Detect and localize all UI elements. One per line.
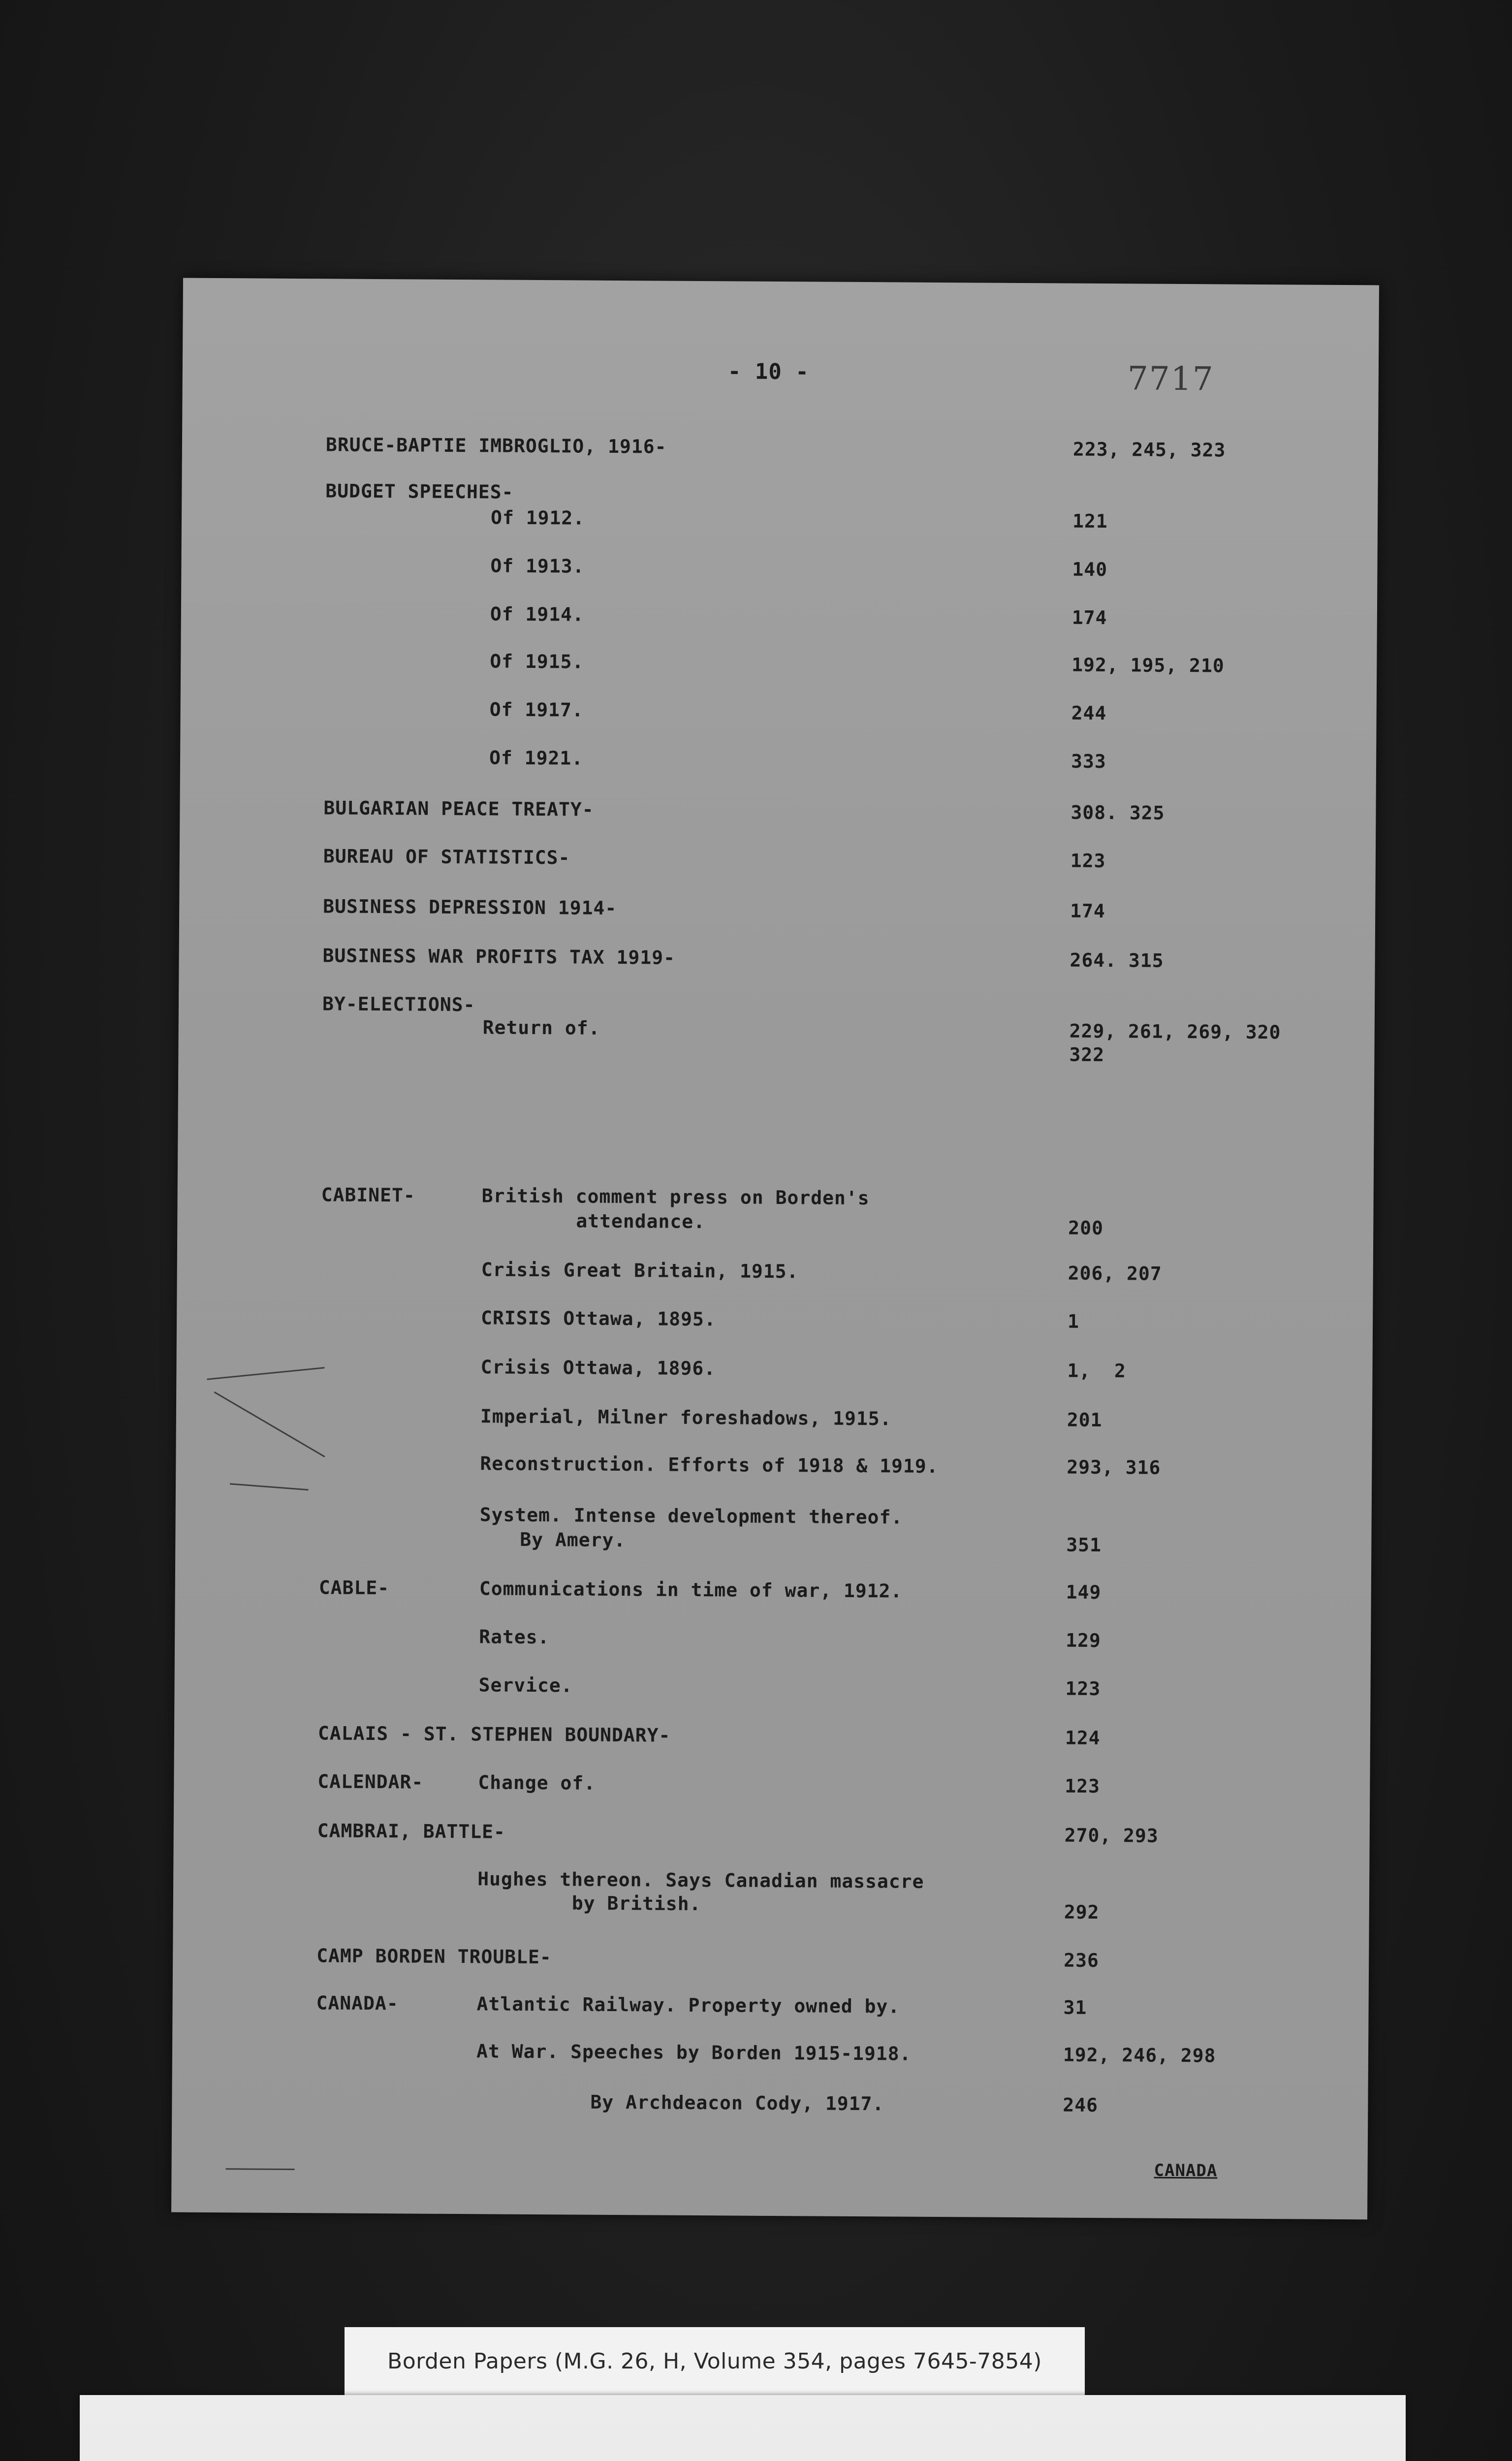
entry-pages: 264. 315 bbox=[1070, 949, 1164, 972]
subentry-pages: 140 bbox=[1072, 558, 1108, 581]
entry-heading: BUSINESS WAR PROFITS TAX 1919- bbox=[322, 945, 676, 969]
subentry-pages: 351 bbox=[1066, 1534, 1102, 1556]
subentry-pages: 192, 246, 298 bbox=[1063, 2044, 1216, 2067]
subentry-pages: 31 bbox=[1063, 1996, 1087, 2019]
reference-label bbox=[345, 2327, 1085, 2395]
entry-pages: 308. 325 bbox=[1071, 801, 1165, 824]
entry-pages: 223, 245, 323 bbox=[1072, 438, 1226, 461]
subentry-pages: 200 bbox=[1068, 1217, 1104, 1239]
entry-heading: CABLE- bbox=[318, 1577, 390, 1599]
subentry-label: Of 1913. bbox=[490, 555, 585, 577]
subentry-pages: 123 bbox=[1065, 1775, 1101, 1798]
stamp-number: 7717 bbox=[1127, 359, 1215, 398]
entry-heading: CALENDAR- bbox=[317, 1770, 424, 1793]
subentry-pages: 201 bbox=[1067, 1409, 1102, 1431]
subentry-pages: 293, 316 bbox=[1067, 1456, 1161, 1479]
subentry-pages: 244 bbox=[1071, 702, 1107, 725]
entry-heading: CALAIS - ST. STEPHEN BOUNDARY- bbox=[317, 1722, 671, 1746]
entry-heading: CAMP BORDEN TROUBLE- bbox=[316, 1945, 552, 1968]
entry-heading: BUSINESS DEPRESSION 1914- bbox=[323, 895, 617, 919]
subentry-label: Imperial, Milner foreshadows, 1915. bbox=[480, 1405, 892, 1430]
subentry-label: Of 1914. bbox=[490, 603, 585, 626]
subentry-label: CRISIS Ottawa, 1895. bbox=[480, 1307, 716, 1330]
subentry-pages: 1, 2 bbox=[1067, 1359, 1127, 1382]
document-sheet bbox=[171, 278, 1379, 2220]
subentry-pages: 292 bbox=[1064, 1901, 1100, 1924]
page-marker: - 10 - bbox=[727, 359, 809, 385]
entry-pages: 236 bbox=[1064, 1949, 1099, 1972]
subentry-label: Of 1917. bbox=[489, 698, 584, 721]
subentry-label: By Archdeacon Cody, 1917. bbox=[590, 2091, 884, 2115]
subentry-label-continued: attendance. bbox=[576, 1210, 706, 1233]
subentry-pages: 149 bbox=[1066, 1581, 1102, 1604]
entry-heading: BY-ELECTIONS- bbox=[322, 993, 475, 1016]
subentry-label: Change of. bbox=[478, 1771, 596, 1794]
subentry-pages: 246 bbox=[1063, 2094, 1099, 2116]
subentry-pages: 333 bbox=[1071, 750, 1106, 773]
subentry-label: Of 1912. bbox=[490, 506, 585, 529]
subentry-label: British comment press on Borden's bbox=[481, 1185, 870, 1209]
subentry-label: Crisis Great Britain, 1915. bbox=[481, 1259, 799, 1283]
subentry-label: System. Intense development thereof. bbox=[479, 1504, 903, 1528]
subentry-label: Crisis Ottawa, 1896. bbox=[480, 1356, 716, 1380]
margin-pencil-mark bbox=[207, 1367, 324, 1380]
subentry-pages-continued: 322 bbox=[1069, 1043, 1105, 1066]
entry-pages: 270, 293 bbox=[1064, 1824, 1159, 1847]
subentry-label: Atlantic Railway. Property owned by. bbox=[476, 1993, 900, 2018]
subentry-pages: 229, 261, 269, 320 bbox=[1069, 1020, 1281, 1043]
subentry-pages: 129 bbox=[1066, 1629, 1101, 1652]
entry-pages: 124 bbox=[1065, 1727, 1101, 1749]
subentry-pages: 1 bbox=[1067, 1310, 1080, 1332]
entry-heading: CAMBRAI, BATTLE- bbox=[317, 1820, 505, 1843]
subentry-pages: 123 bbox=[1065, 1677, 1101, 1700]
archives-card bbox=[80, 2395, 1406, 2461]
margin-pencil-mark bbox=[226, 2168, 295, 2170]
subentry-label: Of 1921. bbox=[489, 747, 584, 769]
entry-heading: BULGARIAN PEACE TREATY- bbox=[323, 797, 594, 820]
subentry-label: Of 1915. bbox=[490, 650, 584, 673]
entry-pages: 174 bbox=[1070, 900, 1105, 922]
entry-pages: 123 bbox=[1070, 850, 1106, 872]
entry-heading: BRUCE-BAPTIE IMBROGLIO, 1916- bbox=[325, 434, 667, 458]
reference-label-text: Borden Papers (M.G. 26, H, Volume 354, pages 7645-7854) bbox=[387, 2348, 1042, 2374]
subentry-pages: 192, 195, 210 bbox=[1071, 654, 1225, 677]
entry-heading: BUDGET SPEECHES- bbox=[325, 480, 514, 503]
subentry-label-continued: By Amery. bbox=[520, 1528, 626, 1551]
subentry-label: Return of. bbox=[482, 1016, 600, 1039]
entry-heading: CABINET- bbox=[321, 1184, 415, 1206]
subentry-label: Reconstruction. Efforts of 1918 & 1919. bbox=[480, 1452, 939, 1477]
catchword: CANADA bbox=[1154, 2160, 1218, 2181]
subentry-label-continued: by British. bbox=[571, 1892, 701, 1915]
subentry-pages: 121 bbox=[1072, 510, 1108, 533]
margin-pencil-mark bbox=[230, 1483, 309, 1490]
subentry-label: Hughes thereon. Says Canadian massacre bbox=[477, 1868, 924, 1893]
subentry-label: At War. Speeches by Borden 1915-1918. bbox=[476, 2040, 912, 2065]
subentry-pages: 206, 207 bbox=[1068, 1262, 1162, 1285]
entry-heading: BUREAU OF STATISTICS- bbox=[323, 845, 570, 869]
subentry-pages: 174 bbox=[1071, 606, 1107, 629]
subentry-label: Communications in time of war, 1912. bbox=[479, 1578, 903, 1602]
subentry-label: Rates. bbox=[479, 1626, 550, 1648]
subentry-label: Service. bbox=[478, 1674, 573, 1697]
margin-pencil-mark bbox=[214, 1391, 325, 1457]
entry-heading: CANADA- bbox=[316, 1992, 399, 2015]
